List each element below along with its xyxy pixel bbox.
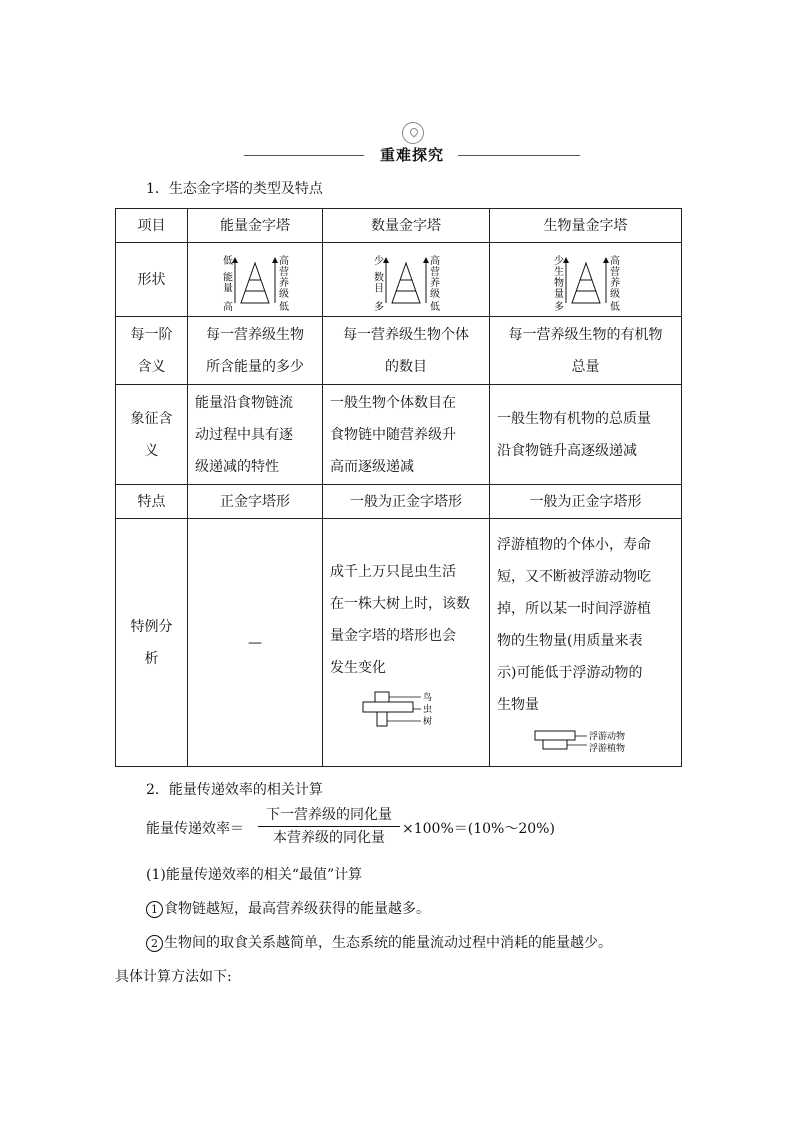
divider-left	[244, 155, 364, 156]
table-row-meaning	[116, 317, 682, 385]
right-axis-char: 养	[609, 277, 620, 289]
feature-energy: 正金字塔形	[188, 485, 323, 519]
meaning-biomass-1: 每一营养级生物的有机物	[508, 326, 663, 343]
formula-fraction	[258, 804, 400, 849]
meaning-number-2: 的数目	[385, 358, 427, 375]
special-number-1: 成千上万只昆虫生活	[330, 563, 456, 580]
row-label-meaning-1: 每一阶	[130, 326, 173, 343]
table-header-row	[116, 209, 682, 243]
symbol-number-3: 高而逐级递减	[330, 458, 414, 475]
left-top-label: 少	[374, 255, 384, 267]
fig-label-zooplankton: 浮游动物	[588, 731, 625, 742]
right-axis-char: 养	[430, 277, 440, 289]
feature-biomass: 一般为正金字塔形	[490, 485, 682, 519]
number-pyramid-diagram	[366, 253, 446, 313]
feature-number: 一般为正金字塔形	[323, 485, 490, 519]
paragraph-method: 具体计算方法如下:	[115, 969, 232, 985]
circled-number-1: 1	[146, 901, 163, 918]
special-biomass-6: 生物量	[497, 696, 539, 713]
symbol-biomass-1: 一般生物有机物的总质量	[497, 410, 651, 427]
section-title: 重难探究	[379, 146, 444, 164]
row-label-shape: 形状	[116, 243, 188, 317]
right-bottom-label: 低	[279, 301, 289, 313]
row-label-symbol-2: 义	[144, 442, 159, 459]
right-top-label: 高	[279, 255, 289, 267]
special-number-3: 量金字塔的塔形也会	[330, 627, 456, 644]
paragraph-point-2	[146, 932, 612, 952]
symbol-number-1: 一般生物个体数目在	[330, 394, 456, 411]
special-biomass-4: 物的生物量(用质量来表	[497, 632, 643, 649]
right-axis-char: 营	[609, 266, 620, 278]
formula-numerator: 下一营养级的同化量	[266, 807, 392, 823]
table-row-feature	[116, 485, 682, 519]
right-axis-char: 级	[609, 288, 620, 300]
row-label-symbol-1: 象征含	[130, 410, 173, 427]
left-axis-char: 量	[553, 288, 564, 300]
symbol-energy-1: 能量沿食物链流	[195, 394, 293, 411]
right-axis-char: 养	[279, 277, 289, 289]
inverted-biomass-pyramid-diagram	[531, 727, 641, 757]
symbol-biomass-2: 沿食物链升高逐级递减	[497, 442, 637, 459]
meaning-energy-2: 所含能量的多少	[206, 358, 304, 375]
left-axis-char: 能	[223, 272, 233, 283]
left-bottom-label: 高	[223, 301, 233, 313]
point-1-text: 食物链越短，最高营养级获得的能量越多。	[164, 901, 430, 917]
row-label-feature: 特点	[116, 485, 188, 519]
right-axis-char: 级	[430, 288, 440, 300]
left-axis-char: 物	[553, 277, 564, 289]
special-number-2: 在一株大树上时，该数	[330, 595, 470, 612]
special-number-4: 发生变化	[330, 659, 386, 676]
symbol-energy-3: 级递减的特性	[195, 458, 279, 475]
paragraph-point-1	[146, 898, 430, 918]
location-pin-icon	[402, 122, 424, 144]
left-axis-char: 生	[553, 266, 564, 278]
left-axis-char: 数	[374, 272, 384, 283]
meaning-energy-1: 每一营养级生物	[206, 326, 304, 343]
energy-pyramid-diagram	[215, 253, 295, 313]
special-biomass-5: 示)可能低于浮游动物的	[497, 664, 643, 681]
row-label-special-1: 特例分	[130, 618, 173, 635]
right-top-label: 高	[430, 255, 440, 267]
formula-lhs: 能量传递效率＝	[146, 821, 244, 837]
formula-denominator: 本营养级的同化量	[273, 830, 385, 846]
right-axis-char: 营	[430, 266, 440, 278]
fig-label-tree: 树	[423, 716, 433, 727]
left-bottom-label: 多	[374, 301, 384, 313]
left-axis-char: 目	[374, 283, 384, 294]
header-number: 数量金字塔	[323, 209, 490, 243]
circled-number-2: 2	[146, 935, 163, 952]
fig-label-insect: 虫	[423, 704, 433, 715]
right-top-label: 高	[609, 255, 620, 267]
symbol-energy-2: 动过程中具有逐	[195, 426, 293, 443]
heading-efficiency: 2．能量传递效率的相关计算	[146, 782, 323, 798]
meaning-biomass-2: 总量	[571, 358, 600, 375]
right-axis-char: 级	[279, 288, 289, 300]
left-top-label: 低	[223, 255, 233, 267]
inverted-number-pyramid-diagram	[361, 690, 451, 730]
pyramid-table	[115, 208, 682, 767]
meaning-number-1: 每一营养级生物个体	[343, 326, 469, 343]
table-row-special	[116, 519, 682, 767]
header-item: 项目	[116, 209, 188, 243]
special-biomass-2: 短，又不断被浮游动物吃	[497, 568, 651, 585]
point-2-text: 生物间的取食关系越简单，生态系统的能量流动过程中消耗的能量越少。	[164, 935, 612, 951]
divider-right	[458, 155, 580, 156]
table-row-shape	[116, 243, 682, 317]
right-bottom-label: 低	[609, 301, 620, 313]
fig-label-bird: 鸟	[423, 692, 433, 703]
biomass-pyramid-diagram	[546, 253, 626, 313]
header-biomass: 生物量金字塔	[490, 209, 682, 243]
header-energy: 能量金字塔	[188, 209, 323, 243]
right-bottom-label: 低	[430, 301, 440, 313]
left-axis-char: 量	[223, 283, 233, 294]
special-energy: —	[188, 519, 323, 767]
left-top-label: 少	[553, 255, 564, 267]
paragraph-max-min: (1)能量传递效率的相关“最值”计算	[146, 867, 363, 883]
formula-rhs: ×100%＝(10%～20%)	[402, 821, 555, 837]
table-row-symbol	[116, 385, 682, 485]
section-header	[244, 120, 580, 170]
symbol-number-2: 食物链中随营养级升	[330, 426, 456, 443]
heading-pyramid-types: 1．生态金字塔的类型及特点	[146, 181, 323, 197]
fig-label-phytoplankton: 浮游植物	[588, 743, 625, 754]
special-biomass-1: 浮游植物的个体小，寿命	[497, 536, 651, 553]
right-axis-char: 营	[279, 266, 289, 278]
row-label-special-2: 析	[144, 650, 159, 667]
special-biomass-3: 掉，所以某一时间浮游植	[497, 600, 651, 617]
left-bottom-label: 多	[553, 301, 564, 313]
row-label-meaning-2: 含义	[137, 358, 166, 375]
